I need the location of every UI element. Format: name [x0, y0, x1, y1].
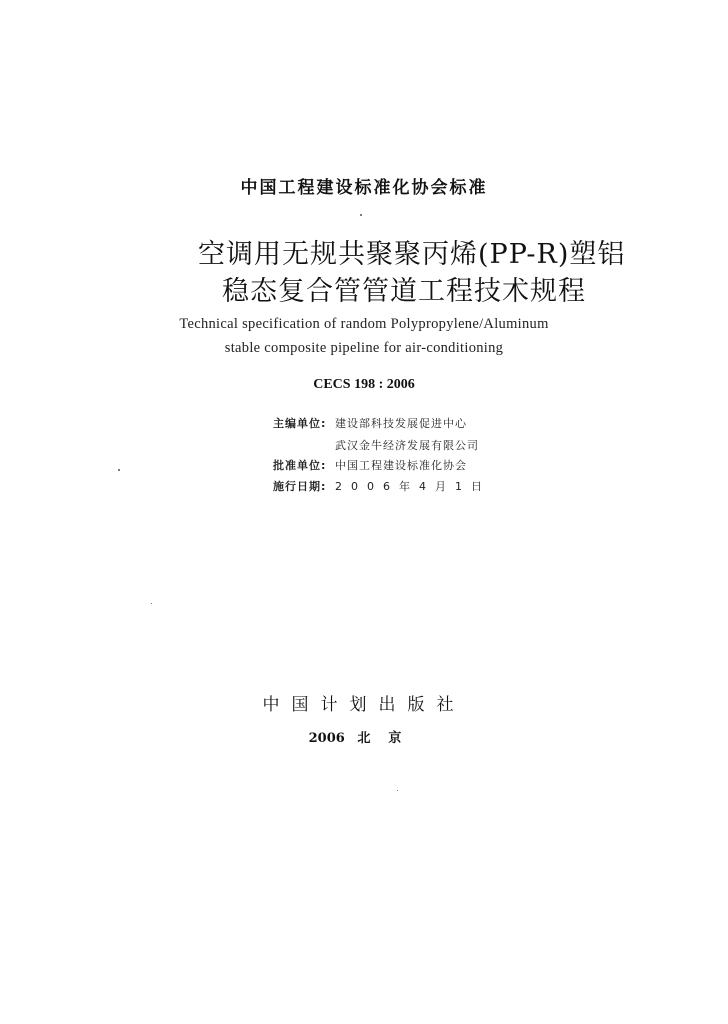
editor-1: 建设部科技发展促进中心 [335, 417, 467, 430]
effective-row [273, 478, 491, 494]
approver: 中国工程建设标准化协会 [335, 459, 467, 472]
association-standard: 中国工程建设标准化协会标准 [240, 178, 488, 198]
title-cn-line2: 稳态复合管管道工程技术规程 [222, 276, 586, 307]
title-en-line2: stable composite pipeline for air-conditioning [224, 340, 504, 356]
speck-mark [118, 469, 120, 471]
effective-label: 施行日期: [273, 480, 327, 493]
standard-code: CECS 198 : 2006 [313, 377, 415, 392]
speck-mark [151, 603, 152, 604]
editor-label: 主编单位: [273, 417, 327, 430]
editor-row-1 [273, 415, 467, 431]
approver-label: 批准单位: [273, 459, 327, 472]
dot-mark [360, 214, 362, 216]
pub-year: 2006 [308, 731, 345, 746]
title-en-line1: Technical specification of random Polypropylene/Aluminum [179, 316, 549, 332]
editor-2: 武汉金牛经济发展有限公司 [335, 439, 479, 452]
effective-date: 2006年4月1日 [335, 480, 491, 493]
title-cn-line1: 空调用无规共聚聚丙烯(PP-R)塑铝 [198, 239, 626, 270]
speck-mark [397, 790, 398, 791]
approver-row [273, 457, 467, 473]
publisher: 中国计划出版社 [262, 695, 466, 715]
publication-place [0, 727, 728, 746]
pub-city: 北京 [357, 731, 420, 746]
